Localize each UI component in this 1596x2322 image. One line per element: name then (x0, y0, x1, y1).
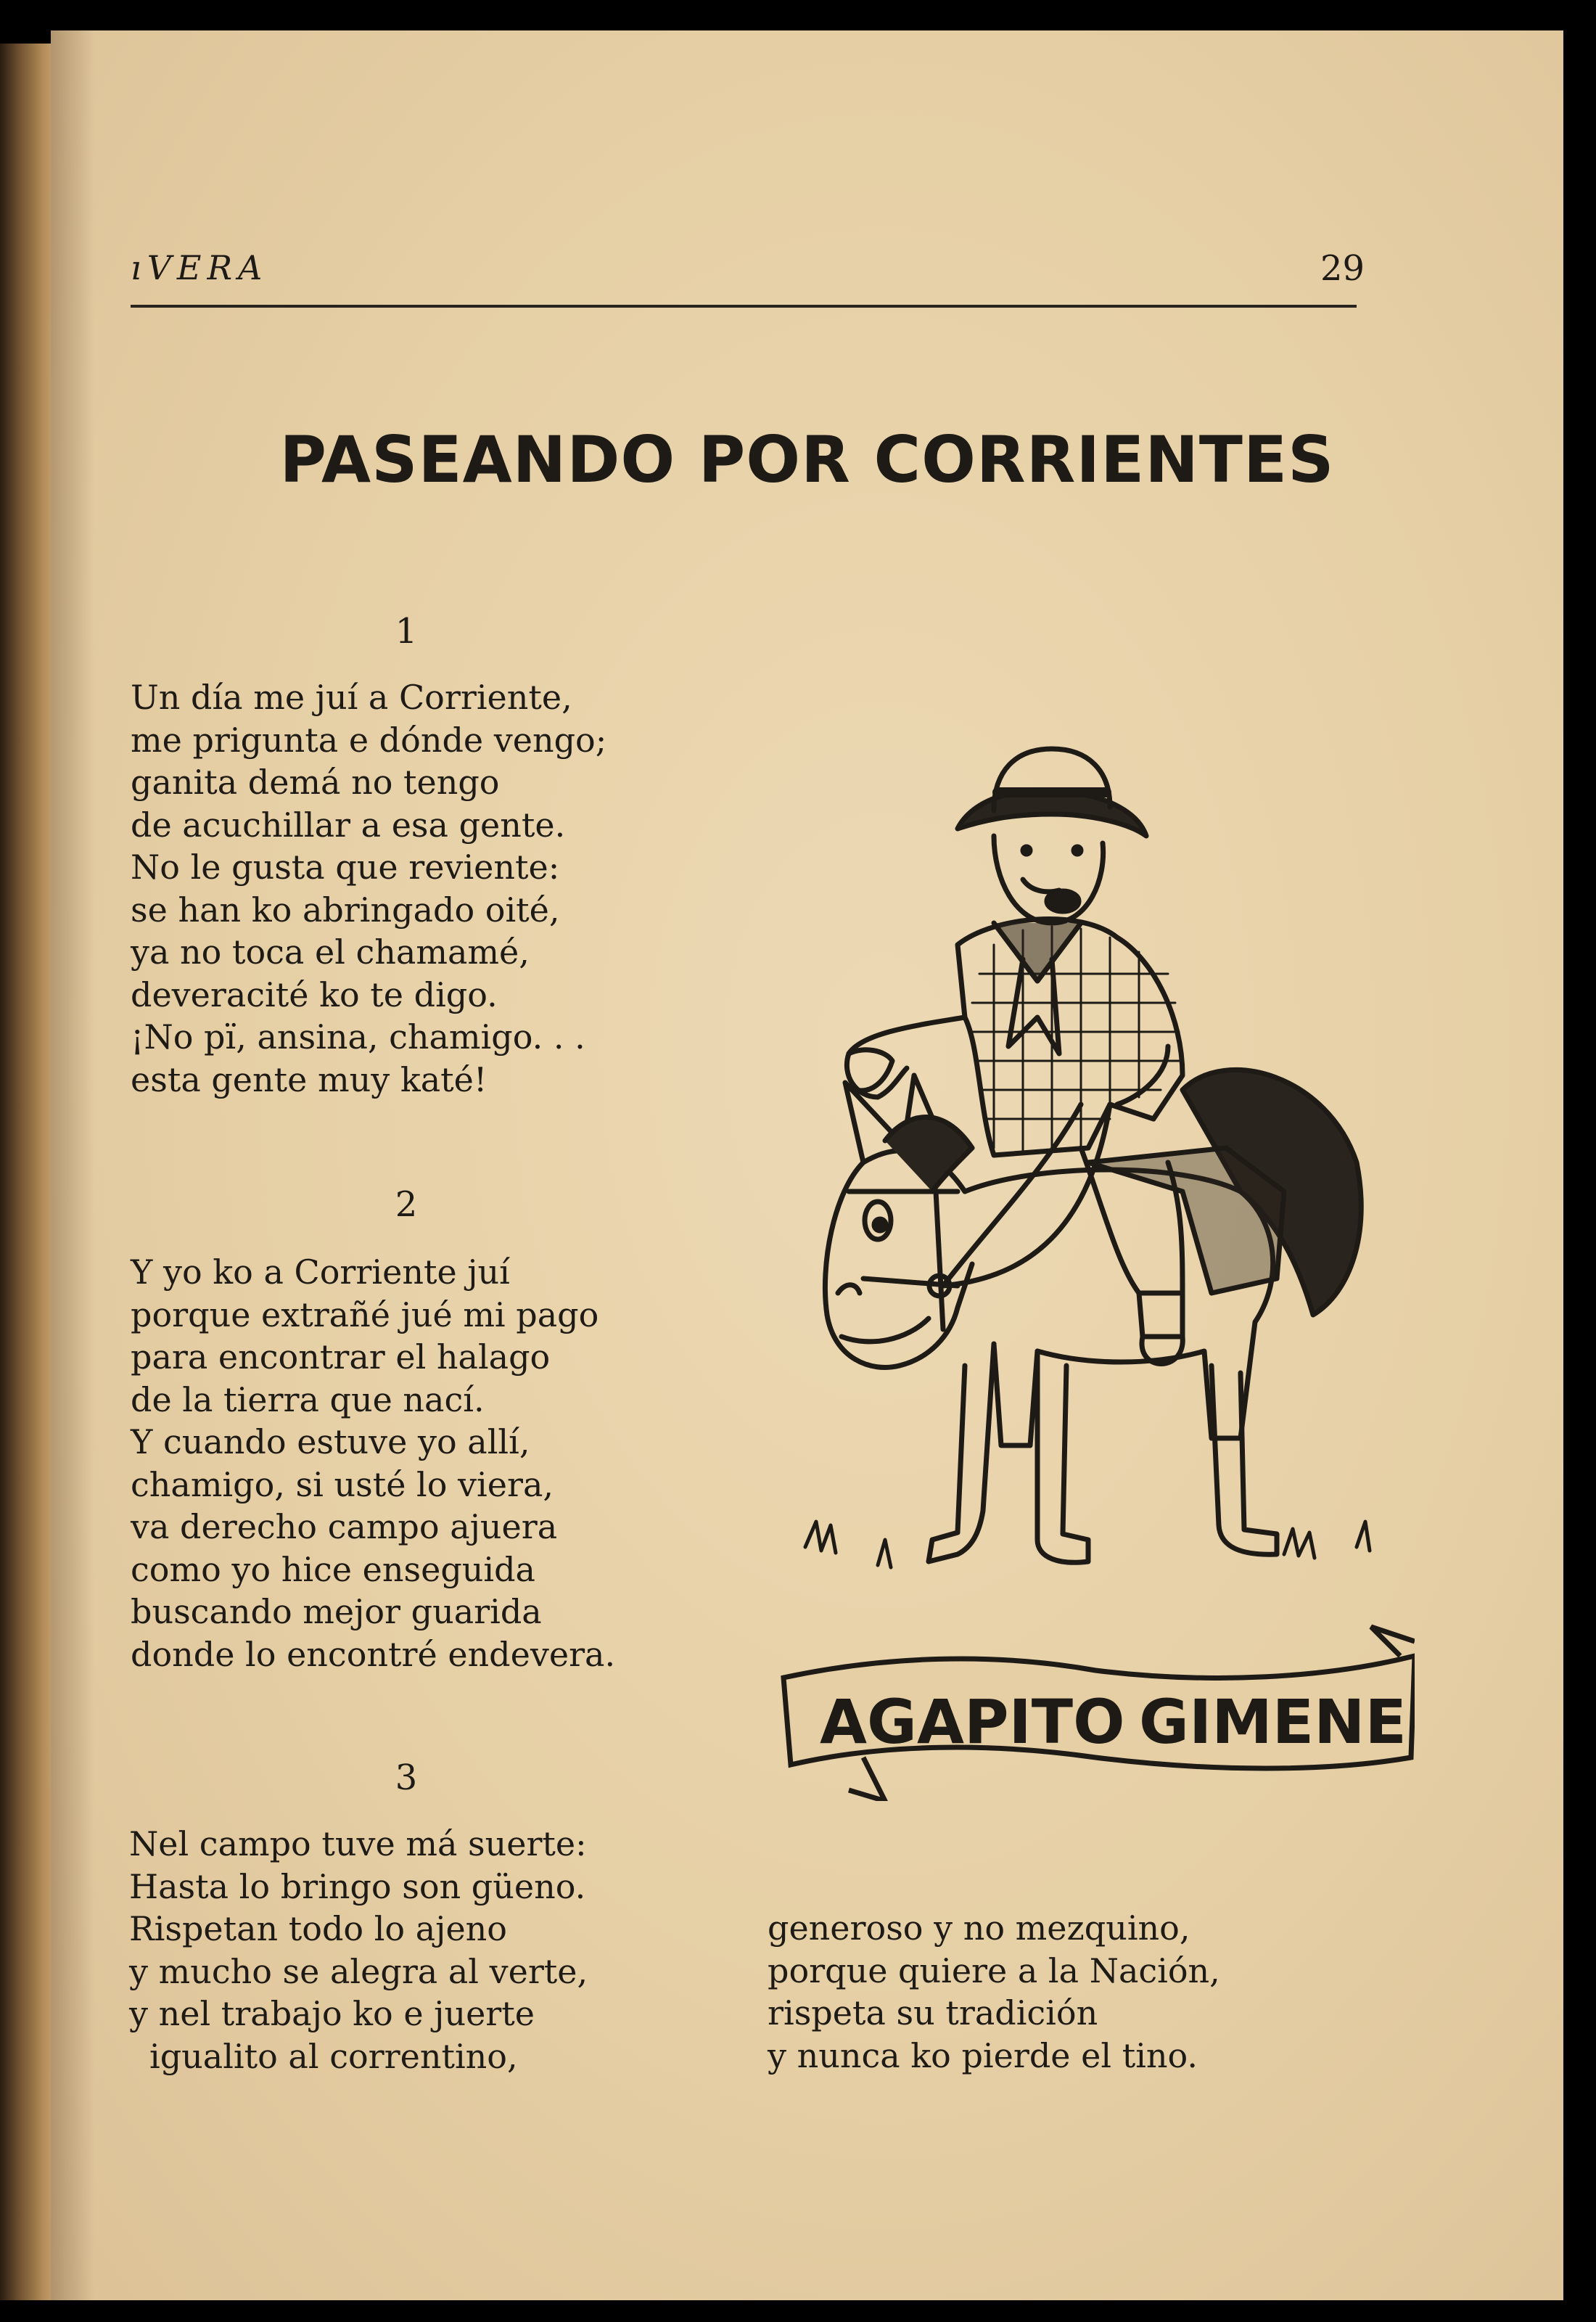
banner-text-second: GIMENE (1139, 1686, 1407, 1757)
verse-line: chamigo, si usté lo viera, (131, 1464, 554, 1504)
verse-line: va derecho campo ajuera (131, 1507, 558, 1546)
verse-line: deveracité ko te digo. (131, 975, 498, 1014)
stanza-3-right (768, 1907, 1220, 2077)
page-number: 29 (1320, 248, 1365, 289)
verse-line: ¡No pï, ansina, chamigo. . . (131, 1017, 585, 1057)
stanza-1 (131, 676, 606, 1101)
poem-title: PASEANDO POR CORRIENTES (279, 422, 1335, 497)
verse-line: donde lo encontré endevera. (131, 1634, 616, 1674)
verse-line: Rispetan todo lo ajeno (129, 1909, 507, 1948)
verse-line: ya no toca el chamamé, (131, 932, 530, 972)
verse-line: me prigunta e dónde vengo; (131, 720, 607, 760)
verse-line: Hasta lo bringo son güeno. (129, 1866, 586, 1906)
verse-line: porque quiere a la Nación, (768, 1950, 1220, 1990)
gaucho-on-horse-illustration (776, 640, 1415, 1801)
verse-line: buscando mejor guarida (131, 1592, 542, 1631)
banner-text-first: AGAPITO (820, 1686, 1125, 1757)
verse-line: Y cuando estuve yo allí, (131, 1422, 530, 1461)
verse-line: y nel trabajo ko e juerte (129, 1994, 535, 2033)
verse-line: como yo hice enseguida (131, 1549, 535, 1589)
stanza-number-2: 2 (395, 1184, 418, 1225)
verse-line: ganita demá no tengo (131, 763, 500, 802)
stanza-number-1: 1 (395, 611, 418, 652)
verse-line: rispeta su tradición (768, 1993, 1098, 2032)
running-head: ıVERA (131, 248, 268, 287)
verse-line: y nunca ko pierde el tino. (768, 2035, 1198, 2075)
verse-line: Nel campo tuve má suerte: (129, 1824, 587, 1863)
verse-line: y mucho se alegra al verte, (129, 1951, 588, 1991)
verse-line: Y yo ko a Corriente juí (131, 1252, 510, 1292)
page-gutter-shadow (51, 30, 94, 2300)
verse-line: esta gente muy katé! (131, 1059, 488, 1099)
stanza-3-left (129, 1823, 588, 2077)
verse-line: igualito al correntino, (149, 2036, 518, 2076)
verse-line: se han ko abringado oité, (131, 890, 560, 930)
verse-line: de acuchillar a esa gente. (131, 805, 566, 845)
verse-line: generoso y no mezquino, (768, 1908, 1190, 1948)
header-rule (131, 305, 1357, 308)
stanza-number-3: 3 (395, 1757, 418, 1798)
verse-line: porque extrañé jué mi pago (131, 1295, 599, 1334)
verse-line: No le gusta que reviente: (131, 848, 560, 887)
book-spine (0, 44, 57, 2300)
verse-line: para encontrar el halago (131, 1337, 551, 1377)
book-page (51, 30, 1563, 2300)
stanza-2 (131, 1251, 615, 1675)
verse-line: Un día me juí a Corriente, (131, 678, 572, 717)
verse-line: de la tierra que nací. (131, 1379, 485, 1419)
